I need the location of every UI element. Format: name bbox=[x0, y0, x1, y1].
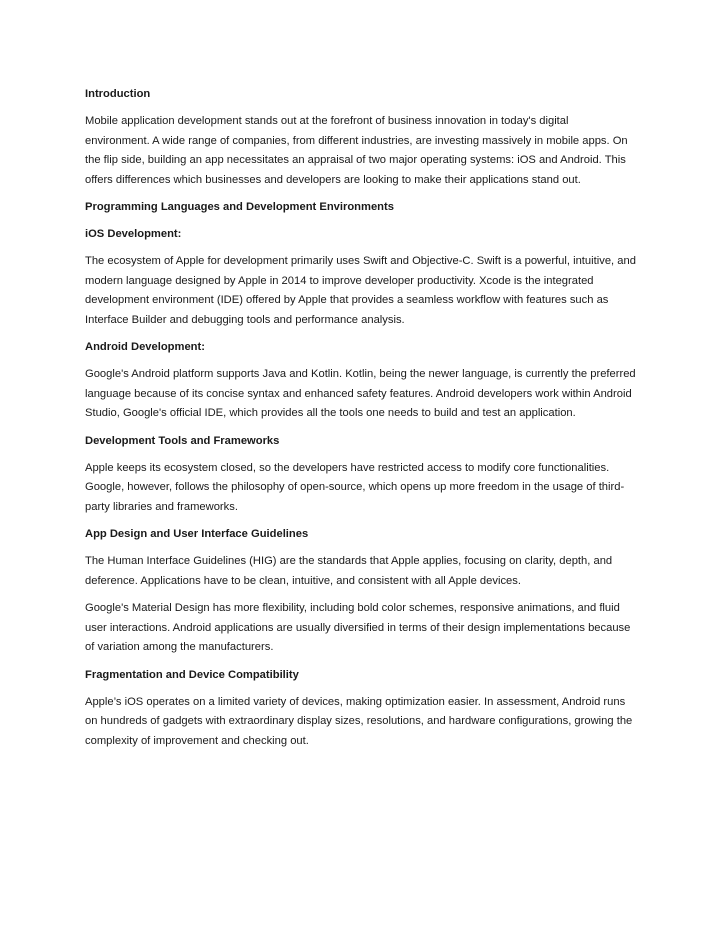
paragraph-fragmentation: Apple’s iOS operates on a limited variety of devices, making optimization easier. In assessment, Android runs on hundreds of gadgets with extraordinary display sizes, resolutions, and hardware configurations, growing the complexity of improvement and checking out. bbox=[85, 695, 633, 747]
paragraph-apple-hig: The Human Interface Guidelines (HIG) are the standards that Apple applies, focusing on clarity, depth, and deference. Applications have to be clean, intuitive, and consistent with all Apple devices. bbox=[85, 555, 613, 587]
paragraph-material-design: Google's Material Design has more flexibility, including bold color schemes, responsive animations, and fluid user interactions. Android applications are usually diversified in terms of their design implementations because of variation among the manufacturers. bbox=[85, 602, 631, 653]
heading-development-tools: Development Tools and Frameworks bbox=[85, 434, 280, 447]
paragraph-ios-development: The ecosystem of Apple for development primarily uses Swift and Objective-C. Swift is a powerful, intuitive, and modern language designed by Apple in 2014 to improve developer productivity. Xcode is the integrated development environment (IDE) offered by Apple that provides a seamless workflow with features such as Interface Builder and debugging tools and performance analysis. bbox=[85, 255, 636, 326]
paragraph-development-tools: Apple keeps its ecosystem closed, so the developers have restricted access to modify core functionalities. Google, however, follows the philosophy of open-source, which opens up more freedom in the usage of third-party libraries and frameworks. bbox=[85, 461, 625, 513]
paragraph-android-development: Google's Android platform supports Java and Kotlin. Kotlin, being the newer language, is currently the preferred language because of its concise syntax and enhanced safety features. Android developers work within Android Studio, Google's official IDE, which provides all the tools one needs to build and test an application. bbox=[85, 368, 636, 419]
heading-android-development: Android Development: bbox=[85, 341, 205, 353]
paragraph-introduction: Mobile application development stands out at the forefront of business innovation in today's digital environment. A wide range of companies, from different industries, are investing massively in mobile apps. On the flip side, building an app necessitates an appraisal of two major operating systems: iOS and Android. This offers differences which businesses and developers are looking to make their applications stand out. bbox=[85, 115, 628, 186]
heading-introduction: Introduction bbox=[85, 88, 151, 100]
heading-ios-development: iOS Development: bbox=[85, 228, 182, 240]
heading-fragmentation: Fragmentation and Device Compatibility bbox=[85, 668, 299, 681]
heading-programming-languages: Programming Languages and Development Environments bbox=[85, 201, 394, 213]
heading-app-design: App Design and User Interface Guidelines bbox=[85, 528, 309, 540]
